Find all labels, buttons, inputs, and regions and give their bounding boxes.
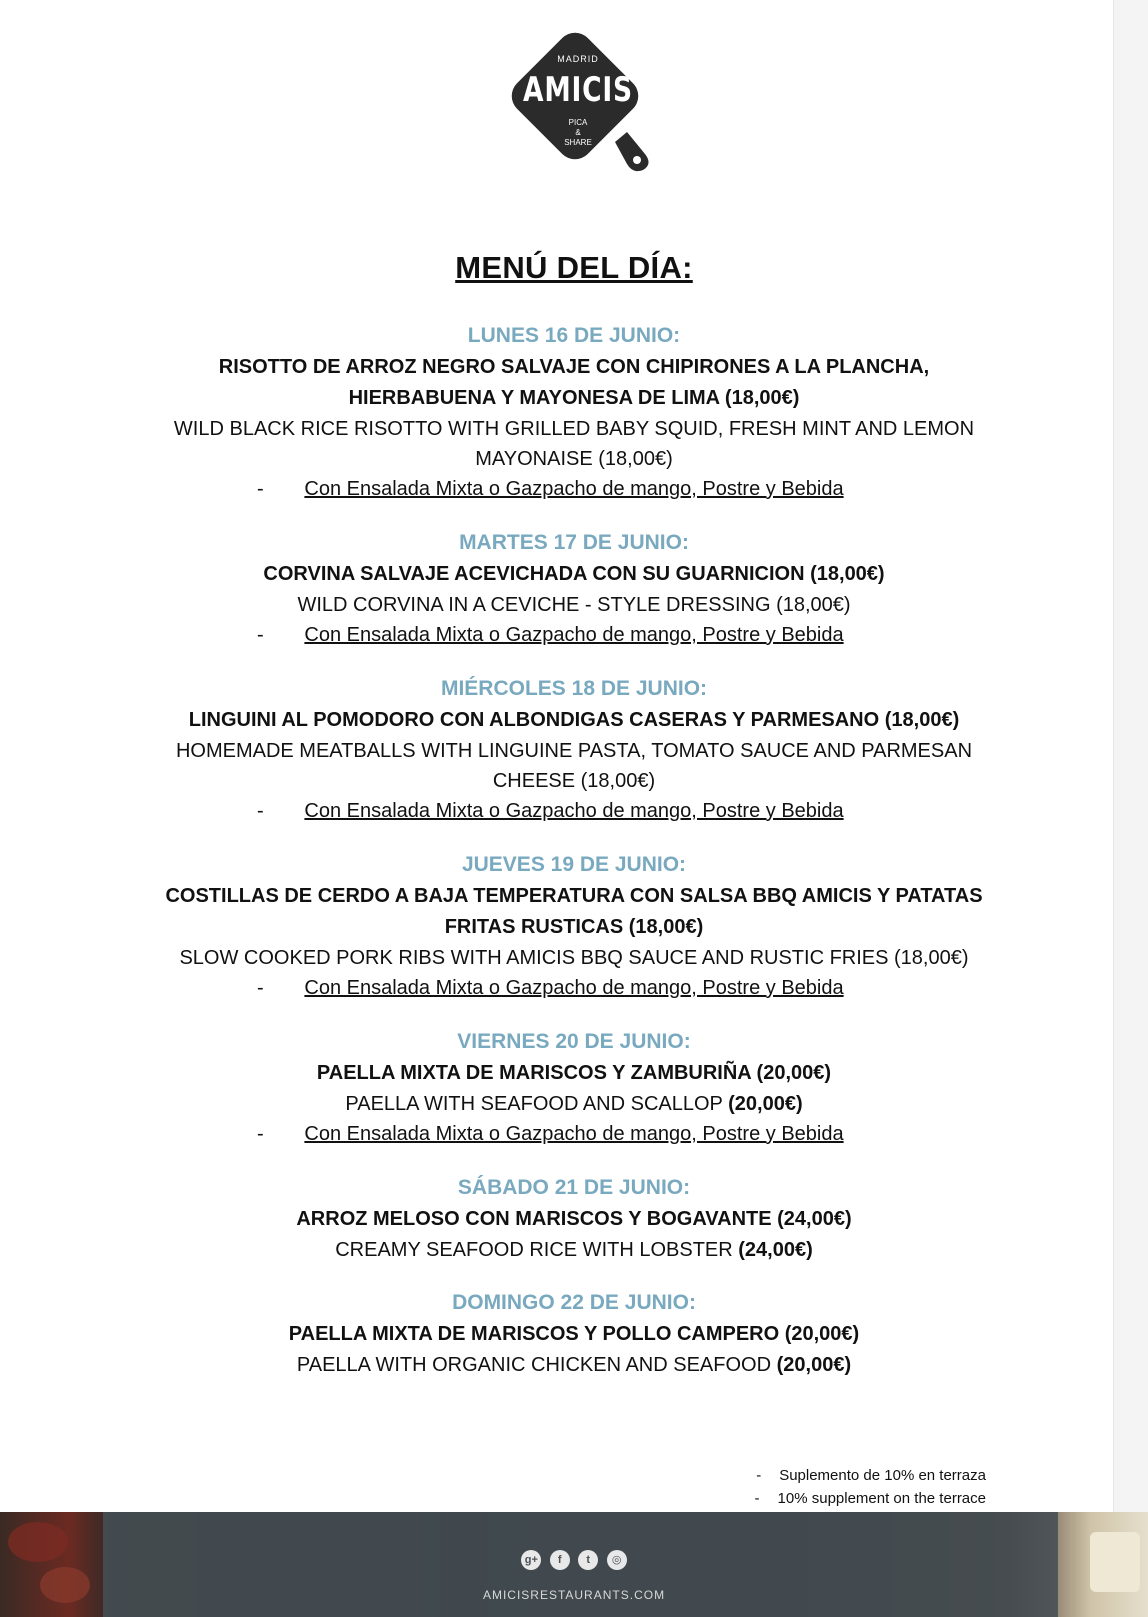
day-heading: SÁBADO 21 DE JUNIO: xyxy=(457,1176,691,1199)
dish-english: WILD CORVINA IN A CEVICHE - STYLE DRESSING (18,00€) xyxy=(297,594,851,616)
day-heading: JUEVES 19 DE JUNIO: xyxy=(461,853,687,876)
amicis-logo xyxy=(503,14,673,178)
side-note xyxy=(0,1119,1148,1150)
menu-days xyxy=(0,320,1148,1402)
instagram-icon[interactable]: ◎ xyxy=(607,1550,627,1570)
google-plus-icon[interactable]: g+ xyxy=(521,1550,541,1570)
side-note xyxy=(0,620,1148,651)
day-tuesday xyxy=(0,527,1148,651)
dish-spanish: ARROZ MELOSO CON MARISCOS Y BOGAVANTE (24,00€) xyxy=(296,1208,852,1230)
dish-spanish: PAELLA MIXTA DE MARISCOS Y ZAMBURIÑA (20,00€) xyxy=(316,1062,832,1084)
day-heading: DOMINGO 22 DE JUNIO: xyxy=(452,1291,696,1314)
day-wednesday xyxy=(0,673,1148,827)
side-note xyxy=(0,474,1148,505)
dish-english-text: PAELLA WITH SEAFOOD AND SCALLOP xyxy=(345,1093,723,1115)
day-heading: VIERNES 20 DE JUNIO: xyxy=(457,1030,691,1053)
day-thursday xyxy=(0,849,1148,1004)
dish-english xyxy=(0,1089,1148,1119)
dish-english: SLOW COOKED PORK RIBS WITH AMICIS BBQ SAUCE AND RUSTIC FRIES (18,00€) xyxy=(179,947,969,969)
side-note xyxy=(0,973,1148,1004)
side-text: Con Ensalada Mixta o Gazpacho de mango, Postre y Bebida xyxy=(304,800,844,822)
dish-spanish: PAELLA MIXTA DE MARISCOS Y POLLO CAMPERO (20,00€) xyxy=(288,1323,860,1345)
day-sunday xyxy=(0,1287,1148,1380)
twitter-icon[interactable]: t xyxy=(578,1550,598,1570)
list-dash: - xyxy=(257,977,264,999)
side-text: Con Ensalada Mixta o Gazpacho de mango, Postre y Bebida xyxy=(304,624,844,646)
social-links xyxy=(0,1550,1148,1570)
footer-banner xyxy=(0,1512,1148,1617)
day-heading: MARTES 17 DE JUNIO: xyxy=(459,531,689,554)
day-heading: LUNES 16 DE JUNIO: xyxy=(467,324,681,347)
page-title: MENÚ DEL DÍA: xyxy=(455,250,693,285)
side-text: Con Ensalada Mixta o Gazpacho de mango, Postre y Bebida xyxy=(304,478,844,500)
dish-spanish: RISOTTO DE ARROZ NEGRO SALVAJE CON CHIPIRONES A LA PLANCHA, HIERBABUENA Y MAYONESA DE LIMA (18,00€) xyxy=(218,356,930,409)
side-text: Con Ensalada Mixta o Gazpacho de mango, Postre y Bebida xyxy=(304,977,844,999)
dish-english xyxy=(0,1235,1148,1265)
list-dash: - xyxy=(257,478,264,500)
website-link[interactable]: AMICISRESTAURANTS.COM xyxy=(482,1588,666,1602)
dish-english: WILD BLACK RICE RISOTTO WITH GRILLED BABY SQUID, FRESH MINT AND LEMON MAYONAISE (18,00€) xyxy=(173,418,975,470)
logo-tagline: PICA & SHARE xyxy=(564,118,592,147)
dish-english-price: (20,00€) xyxy=(776,1354,852,1376)
day-monday xyxy=(0,320,1148,505)
side-note xyxy=(0,796,1148,827)
supplement-english: - 10% supplement on the terrace xyxy=(754,1490,986,1507)
side-text: Con Ensalada Mixta o Gazpacho de mango, Postre y Bebida xyxy=(304,1123,844,1145)
day-saturday xyxy=(0,1172,1148,1265)
dish-spanish: LINGUINI AL POMODORO CON ALBONDIGAS CASERAS Y PARMESANO (18,00€) xyxy=(188,709,960,731)
day-friday xyxy=(0,1026,1148,1150)
facebook-icon[interactable]: f xyxy=(550,1550,570,1570)
list-dash: - xyxy=(257,800,264,822)
list-dash: - xyxy=(257,624,264,646)
dish-english xyxy=(0,1350,1148,1380)
logo-name: AMICIS xyxy=(523,70,633,110)
logo-city: MADRID xyxy=(557,54,599,64)
dish-english-price: (24,00€) xyxy=(738,1239,813,1261)
supplement-notes xyxy=(755,1464,986,1510)
dish-spanish: CORVINA SALVAJE ACEVICHADA CON SU GUARNICION (18,00€) xyxy=(263,563,885,585)
dish-english: HOMEMADE MEATBALLS WITH LINGUINE PASTA, TOMATO SAUCE AND PARMESAN CHEESE (18,00€) xyxy=(175,740,973,792)
supplement-spanish: - Suplemento de 10% en terraza xyxy=(756,1467,986,1484)
dish-english-text: PAELLA WITH ORGANIC CHICKEN AND SEAFOOD xyxy=(296,1354,772,1376)
day-heading: MIÉRCOLES 18 DE JUNIO: xyxy=(440,677,708,700)
dish-english-price: (20,00€) xyxy=(728,1093,803,1115)
dish-english-text: CREAMY SEAFOOD RICE WITH LOBSTER xyxy=(335,1239,733,1261)
list-dash: - xyxy=(257,1123,264,1145)
dish-spanish: COSTILLAS DE CERDO A BAJA TEMPERATURA CON SALSA BBQ AMICIS Y PATATAS FRITAS RUSTICAS (18,00€) xyxy=(165,885,983,938)
